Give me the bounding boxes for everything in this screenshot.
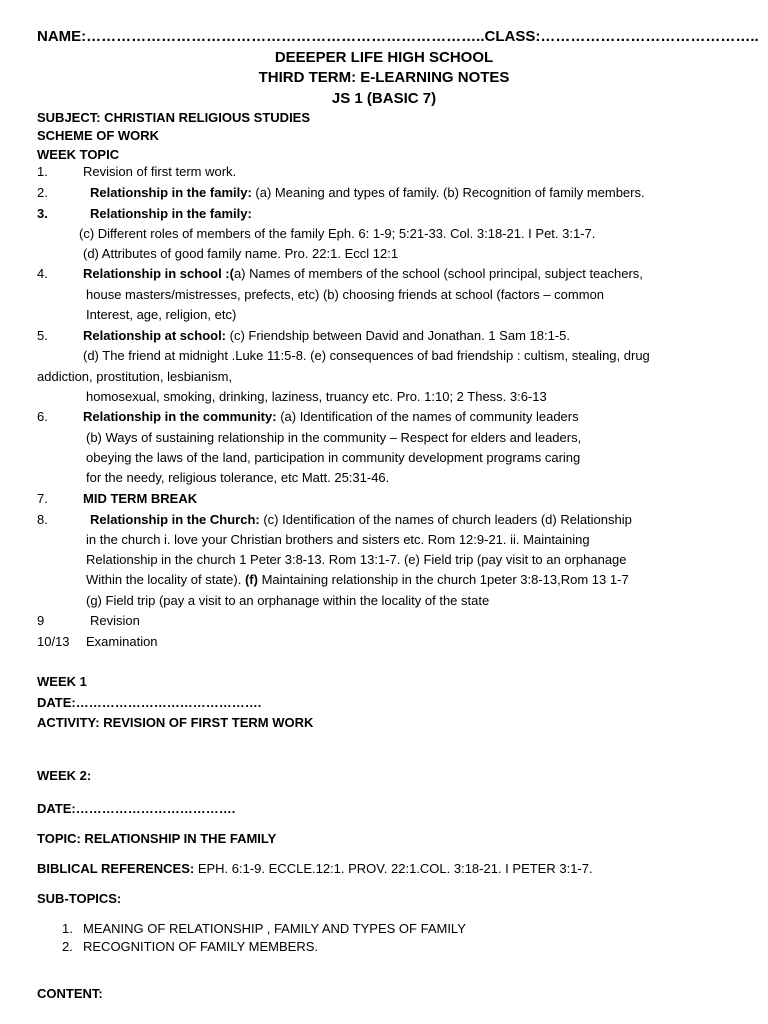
scheme-row-topic: Relationship at school: bbox=[83, 328, 227, 343]
subtopics-label: SUB-TOPICS: bbox=[37, 891, 122, 906]
subject-line: SUBJECT: CHRISTIAN RELIGIOUS STUDIES bbox=[37, 110, 311, 125]
week2-topic: TOPIC: RELATIONSHIP IN THE FAMILY bbox=[37, 831, 277, 846]
week-topic-header: WEEK TOPIC bbox=[37, 147, 120, 162]
scheme-row-topic: Relationship in the family: bbox=[90, 185, 252, 200]
scheme-row-detail bbox=[86, 571, 629, 589]
scheme-row-text bbox=[90, 184, 645, 202]
scheme-row-text bbox=[83, 265, 643, 283]
scheme-row-number: 6. bbox=[37, 409, 48, 424]
scheme-row-topic: Relationship in the family: bbox=[90, 206, 252, 221]
scheme-row-detail: Interest, age, religion, etc) bbox=[86, 307, 237, 322]
scheme-row-detail: addiction, prostitution, lesbianism, bbox=[37, 369, 233, 384]
scheme-row-number: 5. bbox=[37, 328, 48, 343]
class-level: JS 1 (BASIC 7) bbox=[331, 90, 437, 107]
scheme-row-detail: for the needy, religious tolerance, etc Matt. 25:31-46. bbox=[86, 470, 390, 485]
scheme-row-number: 10/13 bbox=[37, 634, 70, 649]
subtopic-text: MEANING OF RELATIONSHIP , FAMILY AND TYPES OF FAMILY bbox=[83, 921, 466, 936]
scheme-row-topic: Relationship in the Church: bbox=[90, 512, 260, 527]
week1-title: WEEK 1 bbox=[37, 674, 87, 689]
scheme-row-detail-part: Maintaining relationship in the church 1peter 3:8-13,Rom 13 1-7 bbox=[257, 572, 629, 587]
week2-references bbox=[37, 860, 593, 878]
scheme-row-detail: Relationship in the church 1 Peter 3:8-13. Rom 13:1-7. (e) Field trip (pay visit to an orphanage bbox=[86, 552, 627, 567]
scheme-row-text: Revision bbox=[90, 613, 140, 628]
scheme-row-detail: house masters/mistresses, prefects, etc) (b) choosing friends at school (factors – common bbox=[86, 287, 605, 302]
scheme-row-topic: MID TERM BREAK bbox=[83, 491, 198, 506]
scheme-row-detail: (d) Attributes of good family name. Pro. 22:1. Eccl 12:1 bbox=[83, 246, 399, 261]
scheme-row-detail: (c) Identification of the names of church leaders (d) Relationship bbox=[259, 512, 632, 527]
scheme-row-topic: Relationship in the community: bbox=[83, 409, 277, 424]
scheme-row-text: Examination bbox=[86, 634, 158, 649]
scheme-row-label: (f) bbox=[244, 572, 258, 587]
references-label: BIBLICAL REFERENCES: bbox=[37, 861, 195, 876]
scheme-row-number: 1. bbox=[37, 164, 48, 179]
scheme-row-number: 8. bbox=[37, 512, 48, 527]
subtopic-number: 1. bbox=[62, 921, 73, 936]
scheme-row-detail: (c) Friendship between David and Jonathan. 1 Sam 18:1-5. bbox=[226, 328, 570, 343]
references-text: EPH. 6:1-9. ECCLE.12:1. PROV. 22:1.COL. 3:18-21. I PETER 3:1-7. bbox=[194, 861, 593, 876]
scheme-row-detail: (c) Different roles of members of the family Eph. 6: 1-9; 5:21-33. Col. 3:18-21. I Pet. 3:1-7. bbox=[79, 226, 596, 241]
scheme-row-text bbox=[83, 408, 579, 426]
scheme-row-number: 4. bbox=[37, 266, 48, 281]
content-label: CONTENT: bbox=[37, 986, 103, 1001]
scheme-row-detail: homosexual, smoking, drinking, laziness, truancy etc. Pro. 1:10; 2 Thess. 3:6-13 bbox=[86, 389, 547, 404]
subtopic-text: RECOGNITION OF FAMILY MEMBERS. bbox=[83, 939, 318, 954]
scheme-row-detail: a) Names of members of the school (school principal, subject teachers, bbox=[233, 266, 643, 281]
term-title: THIRD TERM: E-LEARNING NOTES bbox=[258, 69, 510, 86]
scheme-row-detail: (d) The friend at midnight .Luke 11:5-8. (e) consequences of bad friendship : cultism, stealing, drug bbox=[83, 348, 650, 363]
scheme-row-number: 2. bbox=[37, 185, 48, 200]
scheme-title: SCHEME OF WORK bbox=[37, 128, 160, 143]
scheme-row-number: 3. bbox=[37, 206, 48, 221]
week2-date: DATE:………………………………. bbox=[37, 801, 236, 816]
scheme-row-detail: (g) Field trip (pay a visit to an orphanage within the locality of the state bbox=[86, 593, 490, 608]
school-name: DEEEPER LIFE HIGH SCHOOL bbox=[274, 49, 494, 66]
week1-date: DATE:……………………………………. bbox=[37, 695, 262, 710]
scheme-row-detail-part: Within the locality of state). bbox=[86, 572, 245, 587]
scheme-row-topic: Relationship in school :( bbox=[83, 266, 234, 281]
scheme-row-number: 9 bbox=[37, 613, 45, 628]
subtopic-number: 2. bbox=[62, 939, 73, 954]
week2-title: WEEK 2: bbox=[37, 768, 92, 783]
week1-activity: ACTIVITY: REVISION OF FIRST TERM WORK bbox=[37, 715, 314, 730]
scheme-row-text bbox=[90, 511, 632, 529]
scheme-row-detail: obeying the laws of the land, participation in community development programs caring bbox=[86, 450, 581, 465]
scheme-row-number: 7. bbox=[37, 491, 48, 506]
scheme-row-detail: (a) Identification of the names of community leaders bbox=[276, 409, 579, 424]
scheme-row-detail: in the church i. love your Christian brothers and sisters etc. Rom 12:9-21. ii. Maintaining bbox=[86, 532, 590, 547]
scheme-row-text bbox=[83, 327, 570, 345]
scheme-row-detail: (a) Meaning and types of family. (b) Recognition of family members. bbox=[251, 185, 645, 200]
scheme-row-text: Revision of first term work. bbox=[83, 164, 237, 179]
scheme-row-detail: (b) Ways of sustaining relationship in the community – Respect for elders and leaders, bbox=[86, 430, 582, 445]
name-class-line: NAME:……………………………………………………………………..CLASS:…………………………………….. bbox=[37, 28, 759, 45]
